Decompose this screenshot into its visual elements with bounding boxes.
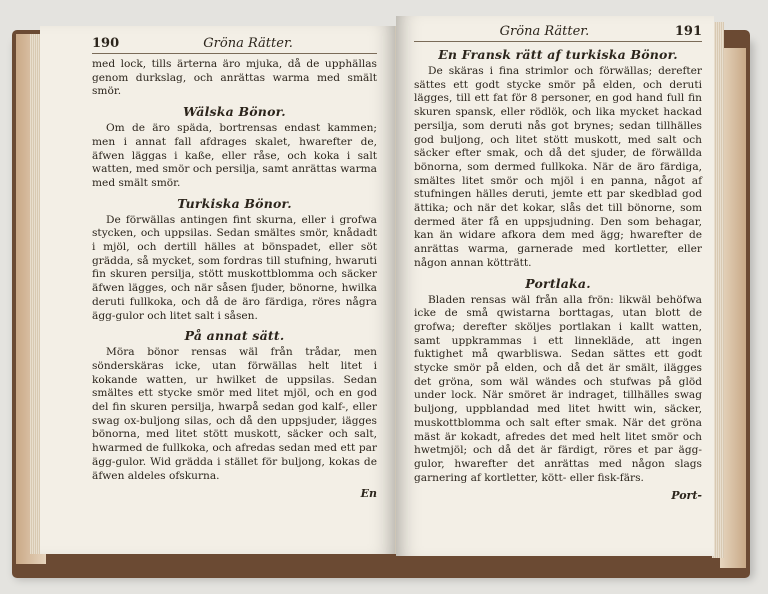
left-running-title: Gröna Rätter. — [203, 36, 293, 51]
left-running-head — [92, 36, 377, 54]
right-running-title: Gröna Rätter. — [499, 24, 590, 39]
right-running-head — [414, 24, 702, 42]
section-heading: På annat sätt. — [184, 328, 285, 344]
left-intro-text: med lock, tills ärterna äro mjuka, då de upphällas genom durkslag, och anrättas warma med smält smör. — [92, 58, 377, 98]
section-heading: Portlaka. — [525, 275, 591, 291]
left-catchword: En — [360, 487, 377, 501]
section-text: Möra bönor rensas wäl från trådar, men sönderskäras icke, utan förwällas helt litet i kokande watten, ur hwilket de uppsilas. Sedan smältes ett stycke smör med litet mjöl, och en god del fin skuren persilja, hwarpå sedan god kalf-, eller swag ox-buljong silas, och då den uppsjuder, iägges bönorna, med litet stött muskott, säcker och salt, hwarmed de fullkoka, och afredas sedan med ett par ägg-gulor. Wid grädda i stället för buljong, kokas de äfwen aldeles ofskurna. — [92, 346, 377, 482]
right-page — [396, 16, 714, 556]
section-heading: Turkiska Bönor. — [177, 195, 292, 211]
right-page-number: 191 — [674, 24, 702, 39]
section-heading: En Fransk rätt af turkiska Bönor. — [438, 47, 678, 62]
section-heading: Wälska Bönor. — [183, 104, 286, 120]
right-catchword: Port- — [671, 489, 702, 503]
left-page-number: 190 — [92, 36, 120, 51]
left-page — [40, 26, 396, 554]
section-text: Om de äro späda, bortrensas endast kammen; men i annat fall afdrages skalet, hwarefter de, äfwen läggas i kaße, eller råse, och koka i salt watten, med smör och persilja, samt anrättas warma med smält smör. — [92, 122, 377, 189]
section-text: De skäras i fina strimlor och förwällas; derefter sättes ett godt stycke smör på elden, och deruti lägges, till ett fat för 8 personer, en god hand full fin skuren spansk, eller rödlök, och lika mycket hackad persilja, som deruti nås got brynes; sedan tillhälles god buljong, och litet stött muskott, med salt och säcker efter smak, och då det sjuder, de förwällda bönorna, som dermed fullkoka. När de äro färdiga, smältes litet smör och mjöl i en panna, något af stufningen hälles deruti, jemte ett par skedblad god ättika; och när det kokar, slås det till bönorne, som dermed äter få en uppsjudning. Den som behagar, kan än widare afkora dem med ägg; hwarefter de anrättas warma, garnerade med kortletter, eller någon annan kötträtt. — [414, 65, 702, 269]
section-text: Bladen rensas wäl från alla frön: likwäl behöfwa icke de små qwistarna borttagas, utan blott de grofwa; derefter sköljes portlakan i kallt watten, samt uppkrammas i ett linnekläde, att ingen fuktighet må qwarbliswa. Sedan sättes ett godt stycke smör på elden, och då det är smält, ilägges det gröna, som wäl wändes och stufwas på glöd under lock. När smöret är indraget, tillhälles swag buljong, uppblandad med litet hwitt win, säcker, muskottblomma och salt efter smak. När det gröna mäst är kokadt, afredes det med helt litet smör och hwetmjöl; och då det är färdigt, röres et par ägg-gulor, hwarefter det anrättas med någon slags garnering af kortletter, kött- eller fisk-färs. — [414, 293, 702, 484]
section-text: De förwällas antingen fint skurna, eller i grofwa stycken, och uppsilas. Sedan smältes smör, knådadt i mjöl, och dertill hälles at bönspadet, eller söt grädda, så mycket, som fordras till stufning, hwaruti fin skuren persilja, stött muskottblomma och säcker äfwen lägges, och när såsen fjuder, bönorne, hwilka deruti fullkoka, och då de äro färdiga, röres några ägg-gulor och litet salt i såsen. — [92, 213, 377, 322]
